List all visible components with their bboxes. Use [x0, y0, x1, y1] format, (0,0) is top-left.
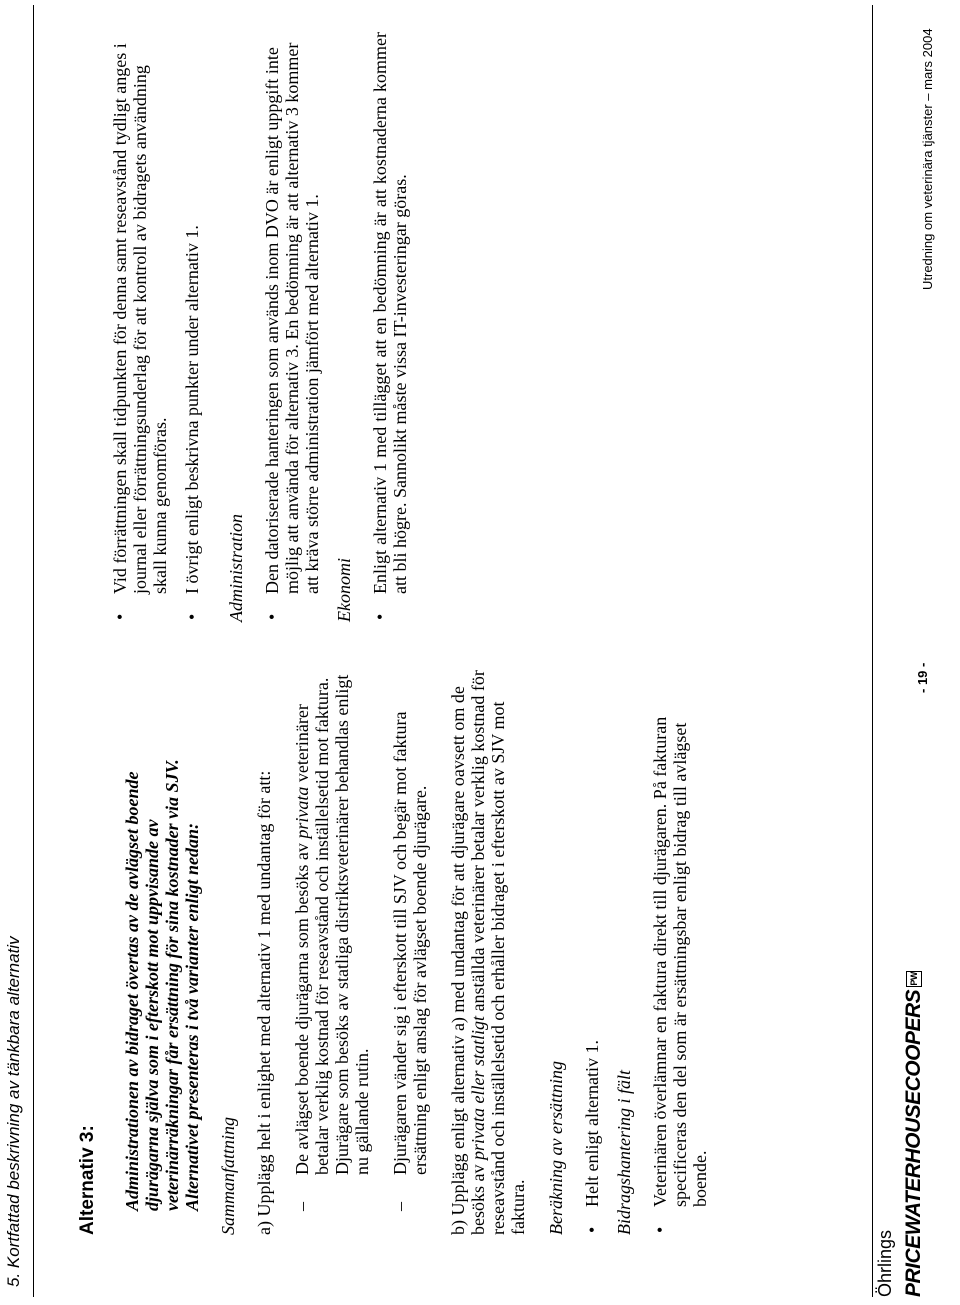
dash-marker: –: [390, 1202, 410, 1211]
bullet-marker: •: [370, 613, 390, 620]
running-header: 5. Kortfattad beskrivning av tänkbara alternativ: [4, 936, 23, 1287]
bullet-item: [182, 32, 202, 622]
bullet-item: [110, 32, 170, 622]
dash-italic: privata: [292, 786, 312, 839]
right-column: [110, 32, 422, 622]
bullet-marker: •: [582, 1226, 602, 1233]
bullet-text: Vid förrättningen skall tidpunkten för denna samt reseavstånd tydligt anges i journal eller förrättningsunderlag för att kontroll av bidragets användning skall kunna genomföras.: [110, 43, 170, 594]
bullet-marker: •: [262, 613, 282, 620]
dash-item: [292, 670, 372, 1235]
dash-text: De avlägset boende djurägarna som besöks av: [292, 838, 312, 1175]
footer-rule: [872, 5, 873, 1297]
bullet-marker: •: [650, 1226, 670, 1233]
dash-text: Djurägaren vänder sig i efterskott till SJV och begär mot faktura ersättning enligt anslag för avlägset boende djurägare.: [390, 711, 430, 1175]
calculation-heading: Beräkning av ersättning: [546, 1061, 566, 1235]
logo-text: PRICEWATERHOUSECOOPERS: [902, 989, 925, 1297]
bullet-marker: •: [110, 613, 130, 620]
dash-text: veterinärer betalar verklig kostnad för reseavstånd och inställelsetid mot faktura. Djurägare som besöks av statliga distriktsveterinärer behandlas enligt nu gällande rutin.: [292, 674, 372, 1175]
page-number: - 19 -: [915, 662, 930, 693]
logo-mark-icon: PW: [906, 971, 922, 987]
bullet-item: [370, 32, 410, 622]
field-handling-heading: Bidragshantering i fält: [614, 1069, 634, 1235]
item-b-text: anställda veterinärer betalar verklig kostnad för reseavstånd och inställelsetid och erhåller bidraget i efterskott av SJV mot faktura.: [468, 670, 528, 1235]
footer-document-title: Utredning om veterinära tjänster – mars 2004: [920, 28, 935, 290]
alternative-heading: Alternativ 3:: [77, 1125, 98, 1235]
bullet-text: Den datoriserade hanteringen som används inom DVO är enligt uppgift inte möjlig att använda för alternativ 3. En bedömning är att alternativ 3 kommer att kräva större administration jämfört med alternativ 1.: [262, 42, 322, 594]
bullet-item: [262, 32, 322, 622]
economy-heading: Ekonomi: [334, 558, 354, 622]
intro-paragraph: [122, 670, 202, 1211]
item-a: a) Upplägg helt i enlighet med alternativ 1 med undantag för att:: [254, 770, 274, 1235]
item-b-italic: privata eller statligt: [468, 1016, 488, 1160]
bullet-item: [582, 670, 602, 1235]
header-rule: [33, 5, 34, 1297]
bullet-text: Enligt alternativ 1 med tillägget att en bedömning är att kostnaderna kommer att bli högre. Sannolikt måste vissa IT-investeringar göras.: [370, 32, 410, 594]
footer-author: Öhrlings: [875, 1229, 895, 1297]
dash-marker: –: [292, 1202, 312, 1211]
intro-line: veterinärräkningar får ersättning för sina kostnader via SJV.: [162, 759, 182, 1211]
bullet-item: [650, 670, 710, 1235]
item-b: [448, 670, 528, 1235]
item-b-text: b) Upplägg enligt alternativ a) med undantag för att djurägare oavsett om de besöks av: [448, 686, 488, 1235]
dash-item: [390, 670, 430, 1235]
summary-heading: Sammanfattning: [218, 1116, 238, 1235]
bullet-text: I övrigt enligt beskrivna punkter under alternativ 1.: [182, 225, 202, 594]
bullet-text: Helt enligt alternativ 1.: [582, 1040, 602, 1207]
intro-line: Administrationen av bidraget övertas av de avlägset boende: [122, 771, 142, 1211]
intro-line: djurägarna själva som i efterskott mot uppvisande av: [142, 819, 162, 1211]
intro-line: Alternativet presenteras i två varianter enligt nedan:: [182, 823, 202, 1211]
company-logo: [902, 971, 926, 1297]
left-column: [78, 670, 722, 1235]
administration-heading: Administration: [226, 513, 246, 622]
bullet-marker: •: [182, 613, 202, 620]
bullet-text: Veterinären överlämnar en faktura direkt till djurägaren. På fakturan specificeras den del som är ersättningsbar enligt bidrag till avlägset boende.: [650, 716, 710, 1207]
